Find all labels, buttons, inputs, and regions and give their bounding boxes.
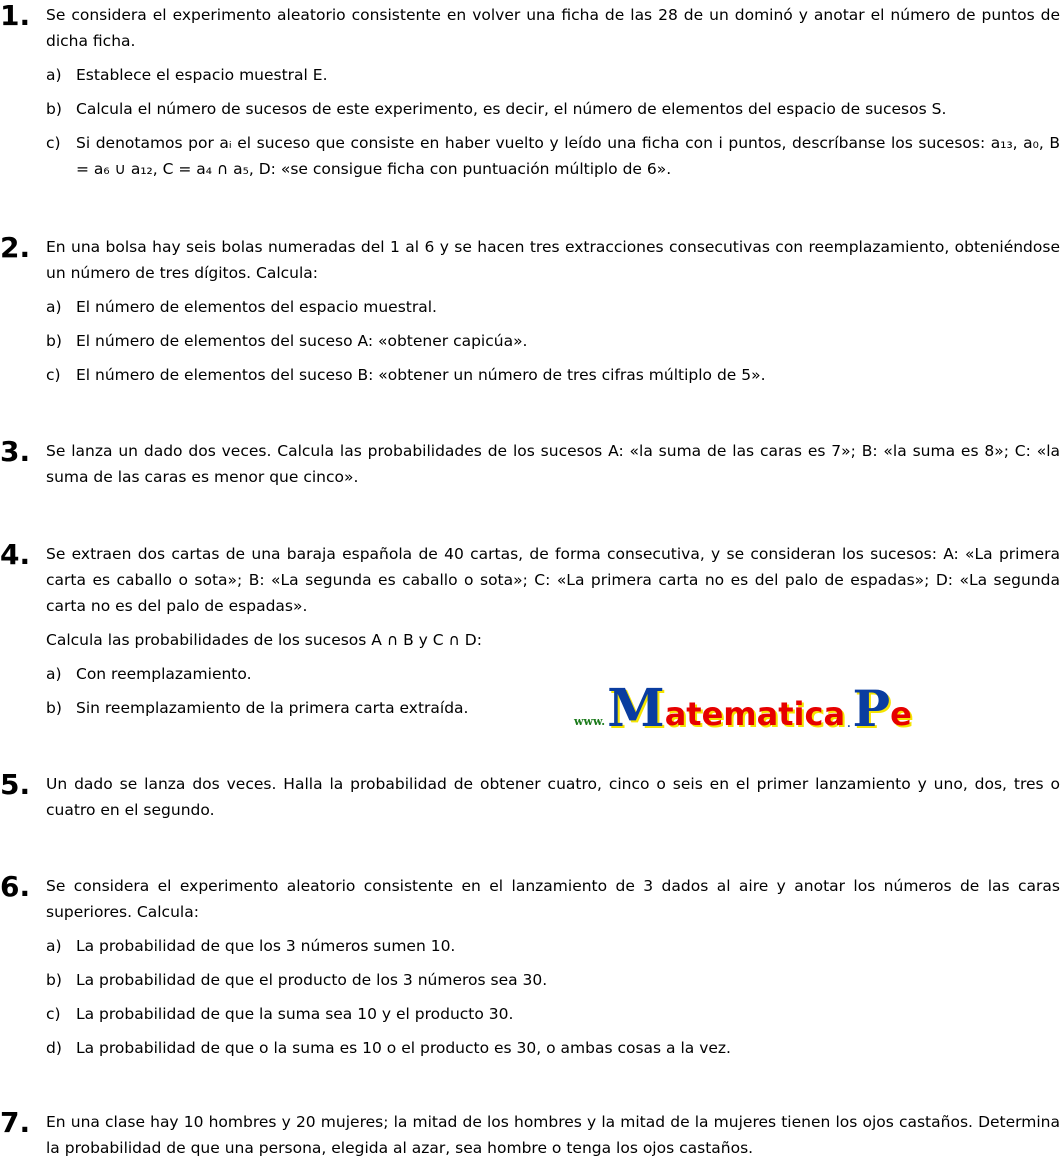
problem-1: [0, 2, 1061, 182]
problem-7: [0, 1106, 1061, 1161]
sub-item: a) La probabilidad de que los 3 números sumen 10.: [46, 937, 456, 955]
problem-3: [0, 435, 1061, 490]
sub-item: b) El número de elementos del suceso A: «obtener capicúa».: [46, 332, 528, 350]
problem-statement: Un dado se lanza dos veces. Halla la probabilidad de obtener cuatro, cinco o seis en el primer lanzamiento y uno, dos, tres o cuatro en el segundo.: [46, 775, 1060, 819]
problem-statement: En una clase hay 10 hombres y 20 mujeres; la mitad de los hombres y la mitad de la mujeres tienen los ojos castaños. Determina la probabilidad de que una persona, elegida al azar, sea hombre o tenga los ojos castaños.: [46, 1113, 1060, 1157]
problem-statement: Se extraen dos cartas de una baraja española de 40 cartas, de forma consecutiva, y se consideran los sucesos: A: «La primera carta es caballo o sota»; B: «La segunda es caballo o sota»; C: «La primera carta no es del palo de espadas»; D: «La segunda carta no es del palo de espadas».: [46, 545, 1060, 615]
problem-number: 4.: [0, 538, 31, 571]
logo-dot: .: [847, 719, 851, 730]
problem-note: Calcula las probabilidades de los sucesos A ∩ B y C ∩ D:: [46, 631, 482, 649]
sub-item: d) La probabilidad de que o la suma es 10 o el producto es 30, o ambas cosas a la vez.: [46, 1039, 731, 1057]
problem-6: [0, 870, 1061, 1061]
matematica-pe-logo: [574, 678, 912, 739]
problem-number: 7.: [0, 1106, 31, 1139]
problem-number: 5.: [0, 768, 31, 801]
sub-item: b) Calcula el número de sucesos de este experimento, es decir, el número de elementos del espacio de sucesos S.: [46, 100, 947, 118]
problem-5: [0, 768, 1061, 823]
problem-statement: Se considera el experimento aleatorio consistente en volver una ficha de las 28 de un dominó y anotar el número de puntos de dicha ficha.: [46, 6, 1060, 50]
problem-statement: Se considera el experimento aleatorio consistente en el lanzamiento de 3 dados al aire y anotar los números de las caras superiores. Calcula:: [46, 877, 1060, 921]
logo-p: P: [852, 679, 891, 738]
sub-item: c) El número de elementos del suceso B: «obtener un número de tres cifras múltiplo de 5».: [46, 366, 766, 384]
problem-number: 3.: [0, 435, 31, 468]
problem-2: [0, 231, 1061, 388]
logo-e: e: [890, 695, 912, 733]
logo-text: atematica: [664, 695, 846, 733]
sub-item: c) La probabilidad de que la suma sea 10 y el producto 30.: [46, 1005, 514, 1023]
problem-number: 6.: [0, 870, 31, 903]
problem-statement: En una bolsa hay seis bolas numeradas del 1 al 6 y se hacen tres extracciones consecutivas con reemplazamiento, obteniéndose un número de tres dígitos. Calcula:: [46, 238, 1060, 282]
sub-item: b) Sin reemplazamiento de la primera carta extraída.: [46, 699, 469, 717]
problem-number: 1.: [0, 0, 31, 32]
problem-number: 2.: [0, 231, 31, 264]
sub-item: b) La probabilidad de que el producto de los 3 números sea 30.: [46, 971, 548, 989]
logo-www: www.: [574, 715, 606, 728]
problem-statement: Se lanza un dado dos veces. Calcula las probabilidades de los sucesos A: «la suma de las caras es 7»; B: «la suma es 8»; C: «la suma de las caras es menor que cinco».: [46, 442, 1060, 486]
logo-m: M: [607, 678, 665, 739]
sub-item: c) Si denotamos por aᵢ el suceso que consiste en haber vuelto y leído una ficha con i puntos, descríbanse los sucesos: a₁₃, a₀, B = a₆ ∪ a₁₂, C = a₄ ∩ a₅, D: «se consigue ficha con puntuación múltiplo de 6».: [46, 134, 1060, 178]
sub-item: a) El número de elementos del espacio muestral.: [46, 298, 437, 316]
sub-item: a) Establece el espacio muestral E.: [46, 66, 328, 84]
sub-item: a) Con reemplazamiento.: [46, 665, 252, 683]
